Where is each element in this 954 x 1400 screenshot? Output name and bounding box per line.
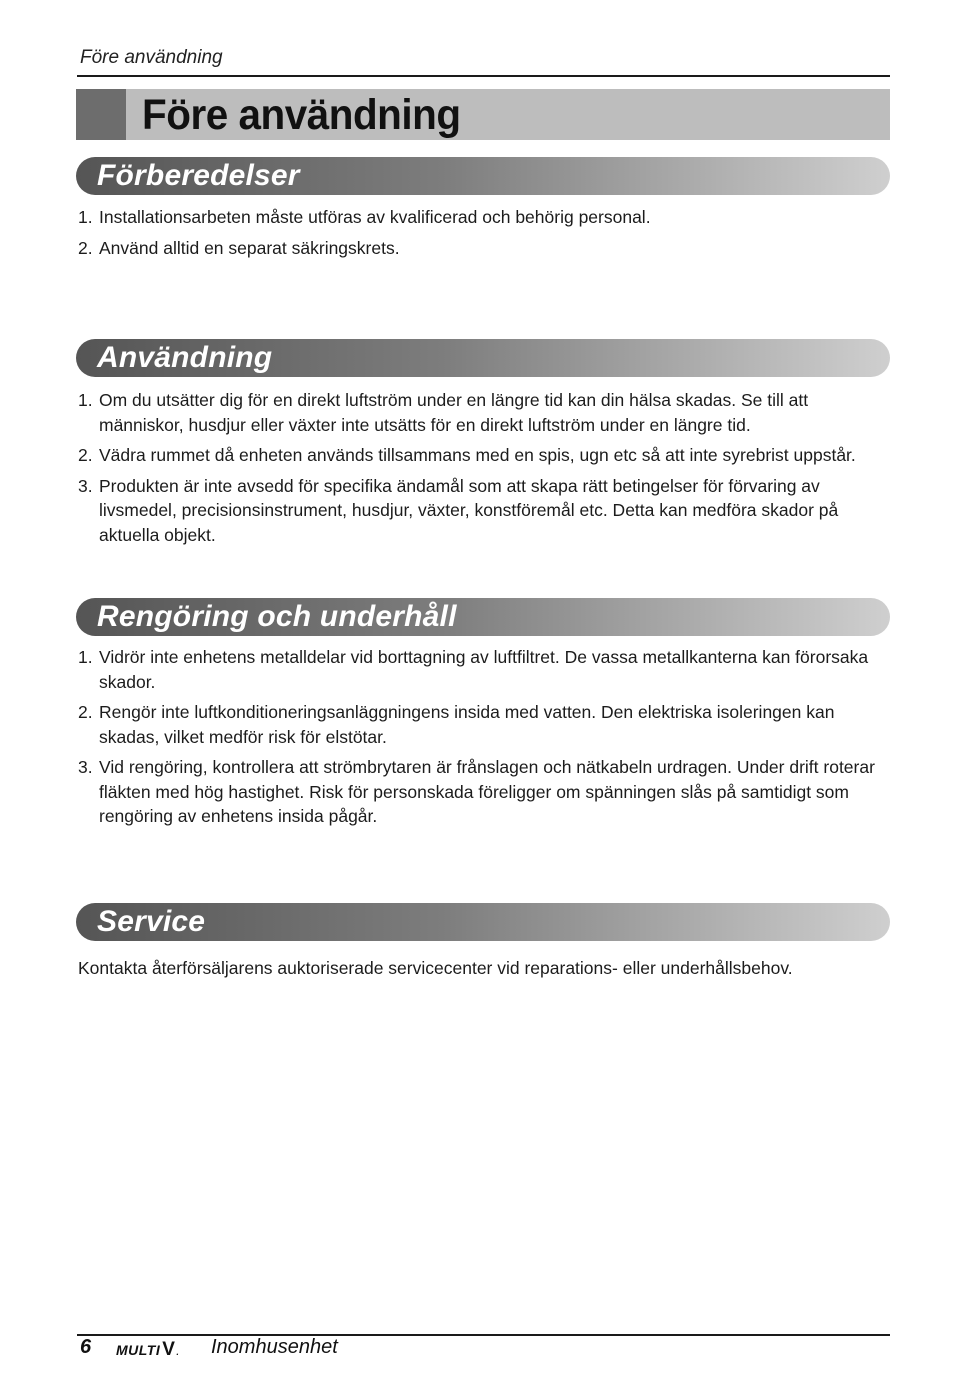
page-number: 6 (80, 1336, 92, 1358)
service-paragraph: Kontakta återförsäljarens auktoriserade servicecenter vid reparations- eller underhållsbehov. (78, 958, 793, 978)
list-item-number: 2. (78, 702, 93, 722)
running-head: Före användning (80, 47, 223, 68)
section-heading-service (76, 903, 890, 941)
list-item-number: 1. (78, 647, 93, 667)
header-rule (77, 75, 890, 77)
list-item-text: Produkten är inte avsedd för specifika ändamål som att skapa rätt betingelser för förvaring av livsmedel, precisionsinstrument, husdjur, växter, konstföremål etc. Detta kan medföra skador på aktuella objekt. (99, 475, 839, 545)
list-item-number: 3. (78, 475, 93, 496)
list-item (78, 474, 888, 548)
list-item (78, 443, 888, 468)
multi-v-logo (116, 1339, 179, 1359)
list-item-text: Vädra rummet då enheten används tillsammans med en spis, ugn etc så att inte syrebrist uppstår. (99, 445, 856, 465)
list-item-number: 1. (78, 207, 93, 227)
title-accent-block (76, 89, 126, 140)
logo-v: V (162, 1339, 176, 1360)
list-item-number: 1. (78, 390, 93, 410)
cleaning-list (78, 645, 888, 835)
list-item-text: Använd alltid en separat säkringskrets. (99, 237, 400, 258)
footer-rule (77, 1334, 890, 1336)
section-heading-text: Användning (97, 341, 273, 374)
list-item (78, 755, 888, 829)
list-item-text: Rengör inte luftkonditioneringsanläggningens insida med vatten. Den elektriska isoleringen kan skadas, vilket medför risk för elstötar. (99, 702, 835, 747)
footer-product-name: Inomhusenhet (211, 1336, 338, 1358)
list-item-number: 3. (78, 757, 93, 777)
list-item-text: Om du utsätter dig för en direkt luftström under en längre tid kan din hälsa skadas. Se till att människor, husdjur eller växter inte utsätts för en direkt luftström under en längre tid. (99, 390, 809, 435)
usage-list (78, 388, 888, 553)
section-heading-usage (76, 339, 890, 377)
list-item (78, 236, 888, 261)
list-item (78, 645, 888, 694)
page-title: Före användning (142, 91, 461, 139)
list-item-text: Vidrör inte enhetens metalldelar vid borttagning av luftfiltret. De vassa metallkanterna kan förorsaka skador. (99, 647, 869, 692)
list-item-text: Installationsarbeten måste utföras av kvalificerad och behörig personal. (99, 207, 651, 227)
list-item (78, 700, 888, 749)
preparations-list (78, 205, 888, 266)
list-item (78, 388, 888, 437)
list-item-text: Vid rengöring, kontrollera att strömbrytaren är frånslagen och nätkabeln urdragen. Under drift roterar fläkten med hög hastighet. Risk för personskada föreligger om spänningen slås på samtidigt som rengöring av enhetens insida pågår. (99, 757, 875, 826)
section-heading-cleaning (76, 598, 890, 636)
list-item (78, 205, 888, 230)
section-heading-text: Service (97, 905, 206, 938)
list-item-number: 2. (78, 237, 93, 258)
section-heading-preparations (76, 157, 890, 195)
list-item-number: 2. (78, 445, 93, 465)
logo-mark: . (176, 1347, 180, 1357)
page-title-bar (76, 89, 890, 140)
section-heading-text: Rengöring och underhåll (97, 600, 457, 633)
logo-text: MULTI (116, 1342, 161, 1358)
section-heading-text: Förberedelser (97, 159, 300, 192)
